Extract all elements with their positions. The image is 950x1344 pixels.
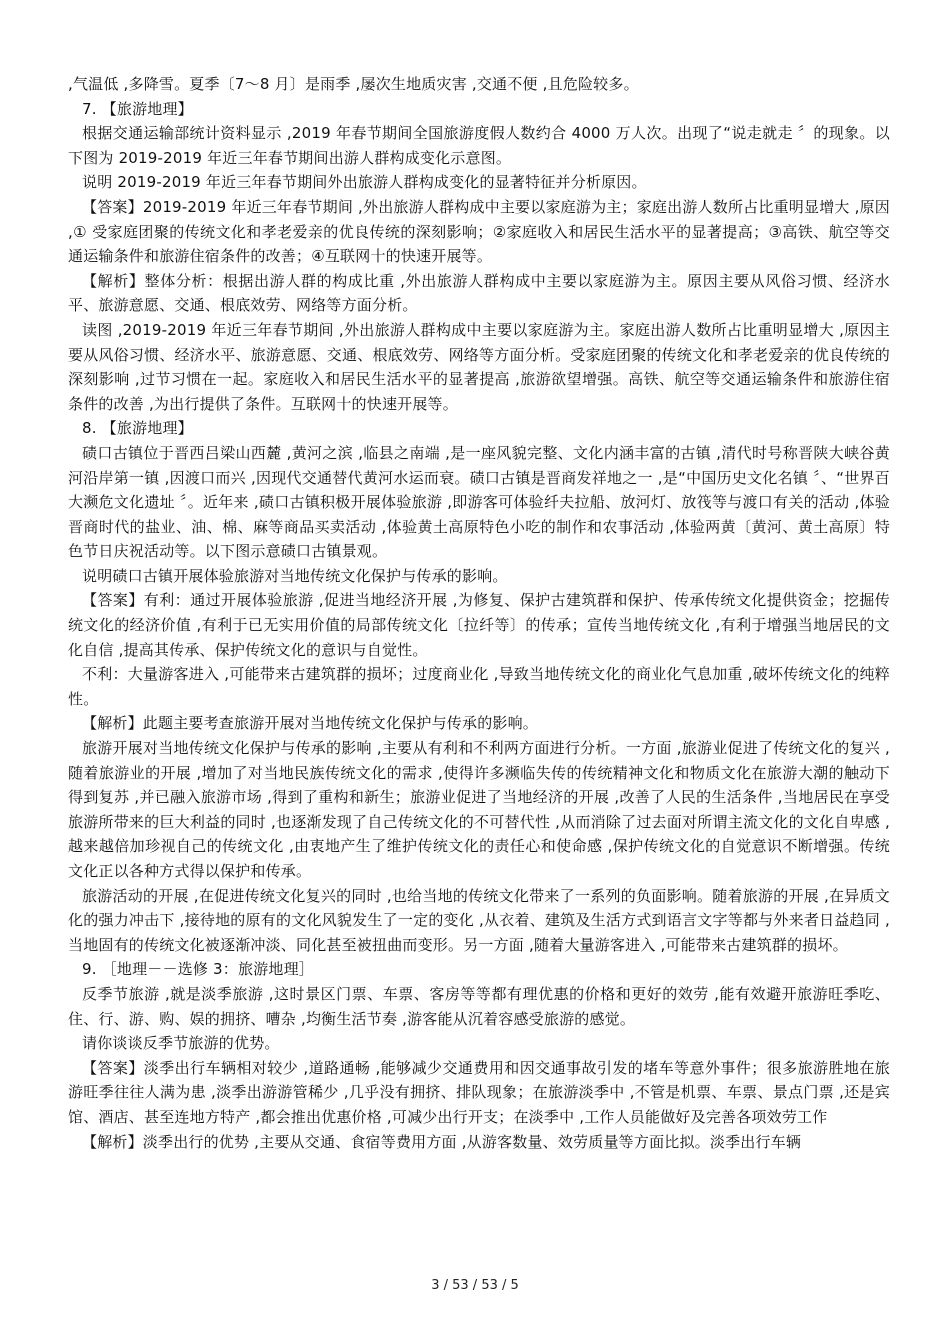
question-heading: 9. ［地理－－选修 3：旅游地理］ bbox=[82, 960, 314, 979]
analysis-paragraph: 【解析】此题主要考查旅游开展对当地传统文化保护与传承的影响。 bbox=[82, 714, 539, 733]
answer-paragraph: 【答案】有利：通过开展体验旅游 ,促进当地经济开展 ,为修复、保护古建筑群和保护、传承传统文化提供资金；挖掘传统文化的经济价值 ,有利于已无实用价值的局部传统文化〔拉纤等〕的传承；宣传当地传统文化 ,有利于增强当地居民的文化自信 ,提高其传承、保护传统文化的意识与自觉性。 bbox=[68, 591, 890, 659]
question-heading: 7. 【旅游地理】 bbox=[82, 99, 193, 118]
answer-paragraph: 【答案】淡季出行车辆相对较少 ,道路通畅 ,能够减少交通费用和因交通事故引发的堵车等意外事件；很多旅游胜地在旅游旺季往往人满为患 ,淡季出游游管稀少 ,几乎没有拥挤、排队现象；在旅游淡季中 ,不管是机票、车票、景点门票 ,还是宾馆、酒店、甚至连地方特产 ,都会推出优惠价格 ,可减少出行开支；在淡季中 ,工作人员能做好及完善各项效劳工作 bbox=[68, 1058, 890, 1126]
answer-paragraph: 【答案】2019-2019 年近三年春节期间 ,外出旅游人群构成中主要以家庭游为主；家庭出游人数所占比重明显增大 ,原因 ,① 受家庭团聚的传统文化和孝老爱亲的优良传统的深刻影响；②家庭收入和居民生活水平的显著提高；③高铁、航空等交通运输条件和旅游住宿条件的改善；④互联网十的快速开展等。 bbox=[68, 197, 890, 266]
analysis-paragraph: 【解析】整体分析：根据出游人群的构成比重 ,外出旅游人群构成中主要以家庭游为主。原因主要从风俗习惯、经济水平、旅游意愿、交通、根底效劳、网络等方面分析。 bbox=[68, 271, 890, 315]
question-prompt: 说明碛口古镇开展体验旅游对当地传统文化保护与传承的影响。 bbox=[82, 566, 508, 585]
analysis-paragraph: 【解析】淡季出行的优势 ,主要从交通、食宿等费用方面 ,从游客数量、效劳质量等方面比拟。淡季出行车辆 bbox=[82, 1132, 802, 1151]
paragraph: ,气温低 ,多降雪。夏季〔7～8 月〕是雨季 ,屡次生地质灾害 ,交通不便 ,且危险较多。 bbox=[68, 75, 639, 93]
paragraph: 根据交通运输部统计资料显示 ,2019 年春节期间全国旅游度假人数约合 4000 万人次。出现了“说走就走 〞的现象。以下图为 2019-2019 年近三年春节期间出游人群构成变化示意图。 bbox=[68, 124, 890, 167]
paragraph: 不利：大量游客进入 ,可能带来古建筑群的损坏；过度商业化 ,导致当地传统文化的商业化气息加重 ,破坏传统文化的纯粹性。 bbox=[68, 665, 890, 708]
paragraph: 反季节旅游 ,就是淡季旅游 ,这时景区门票、车票、客房等等都有理优惠的价格和更好的效劳 ,能有效避开旅游旺季吃、住、行、游、购、娱的拥挤、嘈杂 ,均衡生活节奏 ,游客能从沉着容感受旅游的感觉。 bbox=[68, 984, 890, 1028]
paragraph: 碛口古镇位于晋西吕梁山西麓 ,黄河之滨 ,临县之南端 ,是一座风貌完整、文化内涵丰富的古镇 ,清代时号称晋陕大峡谷黄河沿岸第一镇 ,因渡口而兴 ,因现代交通替代黄河水运而衰。碛口古镇是晋商发祥地之一 ,是“中国历史文化名镇 〞、“世界百大濒危文化遗址 〞。近年来 ,碛口古镇积极开展体验旅游 ,即游客可体验纤夫拉船、放河灯、放筏等与渡口有关的活动 ,体验晋商时代的盐业、油、棉、麻等商品买卖活动 ,体验黄土高原特色小吃的制作和农事活动 ,体验两黄〔黄河、黄土高原〕特色节日庆祝活动等。以下图示意碛口古镇景观。 bbox=[68, 443, 890, 561]
question-prompt: 说明 2019-2019 年近三年春节期间外出旅游人群构成变化的显著特征并分析原因。 bbox=[82, 173, 647, 192]
question-prompt: 请你谈谈反季节旅游的优势。 bbox=[82, 1034, 280, 1053]
paragraph: 旅游活动的开展 ,在促进传统文化复兴的同时 ,也给当地的传统文化带来了一系列的负面影响。随着旅游的开展 ,在异质文化的强力冲击下 ,接待地的原有的文化风貌发生了一定的变化 ,从衣着、建筑及生活方式到语言文字等都与外来者日益趋同 ,当地固有的传统文化被逐渐冲淡、同化甚至被扭曲而变形。另一方面 ,随着大量游客进入 ,可能带来古建筑群的损坏。 bbox=[68, 886, 890, 954]
question-heading: 8. 【旅游地理】 bbox=[82, 419, 193, 438]
paragraph: 读图 ,2019-2019 年近三年春节期间 ,外出旅游人群构成中主要以家庭游为主。家庭出游人数所占比重明显增大 ,原因主要从风俗习惯、经济水平、旅游意愿、交通、根底效劳、网络等方面分析。受家庭团聚的传统文化和孝老爱亲的优良传统的深刻影响 ,过节习惯在一起。家庭收入和居民生活水平的显著提高 ,旅游欲望增强。高铁、航空等交通运输条件和旅游住宿条件的改善 ,为出行提供了条件。互联网十的快速开展等。 bbox=[68, 320, 890, 413]
paragraph: 旅游开展对当地传统文化保护与传承的影响 ,主要从有利和不利两方面进行分析。一方面 ,旅游业促进了传统文化的复兴 ,随着旅游业的开展 ,增加了对当地民族传统文化的需求 ,使得许多濒临失传的传统精神文化和物质文化在旅游大潮的触动下得到复苏 ,并已融入旅游市场 ,得到了重构和新生；旅游业促进了当地经济的开展 ,改善了人民的生活条件 ,当地居民在享受旅游所带来的巨大利益的同时 ,也逐渐发现了自己传统文化的不可替代性 ,从而消除了过去面对所谓主流文化的文化自卑感 ,越来越倍加珍视自己的传统文化 ,由衷地产生了维护传统文化的责任心和使命感 ,保护传统文化的自觉意识不断增强。传统文化正以各种方式得以保护和传承。 bbox=[68, 739, 890, 880]
document-body bbox=[68, 72, 890, 1154]
page-number: 3 / 53 / 53 / 5 bbox=[431, 1278, 519, 1293]
